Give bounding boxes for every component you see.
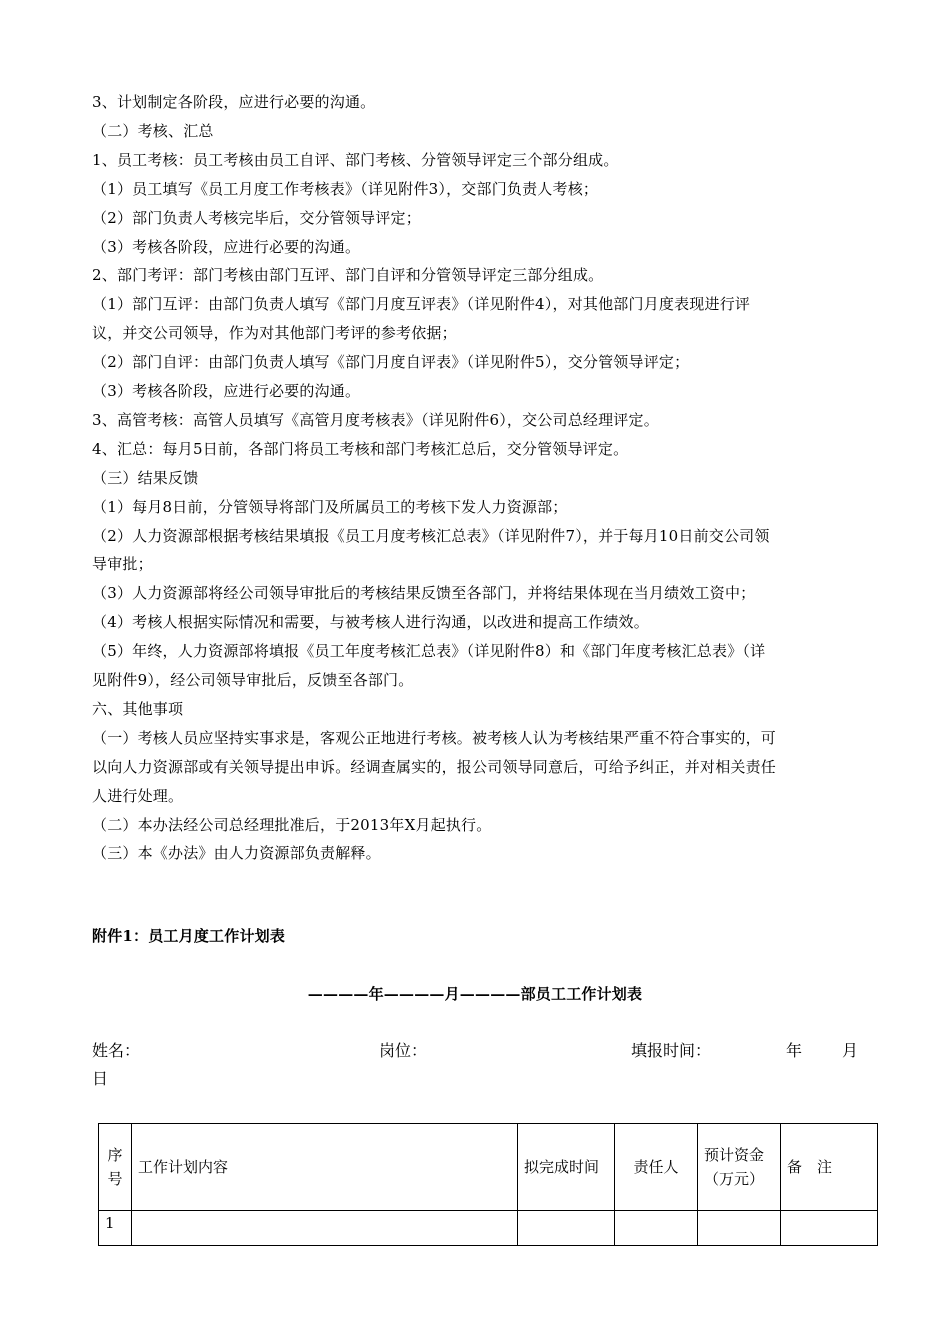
form-title: ————年————月————部员工工作计划表 (307, 985, 643, 1003)
body-line: （3）人力资源部将经公司领导审批后的考核结果反馈至各部门，并将结果体现在当月绩效工资中； (92, 584, 756, 603)
body-line: （1）每月8日前，分管领导将部门及所属员工的考核下发人力资源部； (92, 497, 568, 516)
body-line: （二）考核、汇总 (92, 121, 214, 140)
body-line: （一）考核人员应坚持实事求是，客观公正地进行考核。被考核人认为考核结果严重不符合事实的，可 (92, 728, 777, 747)
body-line: （5）年终，人力资源部将填报《员工年度考核汇总表》（详见附件8）和《部门年度考核汇总表》（详 (92, 642, 766, 661)
header-remark: 备 注 (781, 1124, 878, 1211)
cell-budget[interactable] (698, 1211, 781, 1246)
body-line: （2）人力资源部根据考核结果填报《员工月度考核汇总表》（详见附件7），并于每月10日前交公司领 (92, 526, 770, 545)
body-line: 六、其他事项 (92, 699, 184, 718)
table-header-row (99, 1124, 878, 1211)
table-row (99, 1211, 878, 1246)
body-line: （三）本《办法》由人力资源部负责解释。 (92, 844, 381, 863)
header-finish-time: 拟完成时间 (518, 1124, 615, 1211)
post-label: 岗位： (379, 1041, 428, 1060)
body-line: 4、汇总：每月5日前，各部门将员工考核和部门考核汇总后，交分管领导评定。 (92, 439, 629, 458)
header-seq: 序号 (99, 1124, 132, 1211)
header-budget: 预计资金（万元） (698, 1124, 781, 1211)
body-line: 3、高管考核：高管人员填写《高管月度考核表》（详见附件6），交公司总经理评定。 (92, 410, 659, 429)
cell-owner[interactable] (615, 1211, 698, 1246)
date-label: 填报时间： (631, 1041, 712, 1060)
body-line: （2）部门负责人考核完毕后，交分管领导评定； (92, 208, 421, 227)
header-owner: 责任人 (615, 1124, 698, 1211)
cell-seq: 1 (99, 1211, 132, 1246)
body-line: 导审批； (92, 555, 153, 574)
body-line: 人进行处理。 (92, 786, 184, 805)
body-line: （二）本办法经公司总经理批准后，于2013年X月起执行。 (92, 815, 492, 834)
day-label: 日 (92, 1069, 109, 1088)
body-line: （1）部门互评：由部门负责人填写《部门月度互评表》（详见附件4），对其他部门月度表现进行评 (92, 295, 751, 314)
name-label: 姓名： (92, 1041, 141, 1060)
body-line: 1、员工考核：员工考核由员工自评、部门考核、分管领导评定三个部分组成。 (92, 150, 619, 169)
month-label: 月 (842, 1041, 859, 1060)
cell-remark[interactable] (781, 1211, 878, 1246)
header-content: 工作计划内容 (132, 1124, 518, 1211)
body-line: （1）员工填写《员工月度工作考核表》（详见附件3），交部门负责人考核； (92, 179, 599, 198)
body-line: 见附件9），经公司领导审批后，反馈至各部门。 (92, 671, 414, 689)
work-plan-table (98, 1123, 878, 1246)
year-label: 年 (786, 1041, 803, 1060)
body-line: （4）考核人根据实际情况和需要，与被考核人进行沟通，以改进和提高工作绩效。 (92, 613, 649, 632)
cell-finish-time[interactable] (518, 1211, 615, 1246)
body-line: 以向人力资源部或有关领导提出申诉。经调查属实的，报公司领导同意后，可给予纠正，并对相关责任 (92, 757, 777, 776)
body-line: 2、部门考评：部门考核由部门互评、部门自评和分管领导评定三部分组成。 (92, 266, 604, 285)
body-line: （3）考核各阶段，应进行必要的沟通。 (92, 382, 361, 400)
body-line: （2）部门自评：由部门负责人填写《部门月度自评表》（详见附件5），交分管领导评定； (92, 353, 690, 372)
body-line: （三）结果反馈 (92, 468, 199, 487)
body-line: 3、计划制定各阶段，应进行必要的沟通。 (92, 93, 376, 111)
body-line: （3）考核各阶段，应进行必要的沟通。 (92, 237, 361, 256)
cell-content[interactable] (132, 1211, 518, 1246)
body-line: 议，并交公司领导，作为对其他部门考评的参考依据； (92, 324, 457, 343)
attachment-heading: 附件1：员工月度工作计划表 (92, 927, 286, 945)
